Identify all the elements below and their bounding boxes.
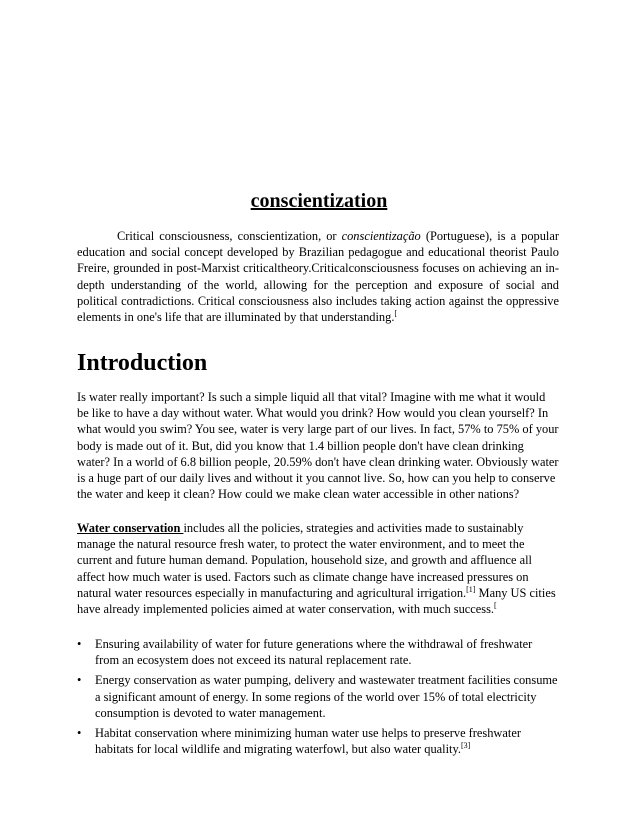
water-conservation-link[interactable]: Water conservation	[77, 521, 184, 535]
list-item	[77, 636, 559, 668]
critical-rest-text: (Portuguese), is a popular education and social concept developed by Brazilian pedagogue and educational theorist Paulo Freire, grounded in post-Marxist criticaltheory.Criticalconsciousness focuses on achieving an in-depth understanding of the world, allowing for the perception and exposure of social and political contradictions. Critical consciousness also includes taking action against the oppressive elements in one's life that are illuminated by that understanding.	[77, 229, 559, 325]
conservation-text-part2: Many US cities have already implemented policies aimed at water conservation, with much success.	[77, 585, 556, 617]
conservation-reference-1[interactable]: [1]	[466, 584, 476, 594]
list-item	[77, 725, 559, 757]
critical-reference[interactable]: [	[394, 308, 398, 318]
conservation-goals-list	[77, 636, 559, 761]
introduction-heading: Introduction	[77, 350, 208, 376]
list-item-reference[interactable]: [3]	[461, 741, 471, 751]
conservation-text-part1: includes all the policies, strategies and activities made to sustainably manage the natural resource fresh water, to protect the water environment, and to meet the current and future human demand. Population, household size, and growth and affluence all affect how much water is used. Factors such as climate change have increased pressures on natural water resources especially in manufacturing and agricultural irrigation.	[77, 521, 532, 600]
introduction-paragraph: Is water really important? Is such a simple liquid all that vital? Imagine with me what it would be like to have a day without water. What would you drink? How would you clean yourself? In what would you swim? You see, water is very large part of our lives. In fact, 57% to 75% of your body is made out of it. But, did you know that 1.4 billion people don't have clean drinking water? In a world of 6.8 billion people, 20.59% don't have clean drinking water. Obviously water is a huge part of our daily lives and without it you cannot live. So, how can you help to conserve the water and keep it clean? How could we make clean water accessible in other nations?	[77, 390, 559, 502]
critical-consciousness-paragraph	[77, 228, 559, 325]
list-item-text: Energy conservation as water pumping, delivery and wastewater treatment facilities consume a significant amount of energy. In some regions of the world over 15% of total electricity consumption is devoted to water management.	[95, 673, 558, 720]
conservation-reference-2[interactable]: [	[494, 600, 497, 610]
list-item-text: Ensuring availability of water for future generations where the withdrawal of freshwater from an ecosystem does not exceed its natural replacement rate.	[95, 637, 533, 668]
list-item-text: Habitat conservation where minimizing human water use helps to preserve freshwater habitats for local wildlife and migrating waterfowl, but also water quality.	[95, 726, 521, 757]
critical-italic-term: conscientização	[341, 229, 421, 243]
bullet-icon: •	[77, 637, 82, 651]
water-conservation-paragraph	[77, 520, 559, 617]
list-item	[77, 672, 559, 721]
page-title: conscientization	[250, 190, 388, 212]
bullet-icon: •	[77, 673, 82, 688]
bullet-icon: •	[77, 726, 82, 741]
critical-lead-text: Critical consciousness, conscientization, or	[117, 229, 342, 243]
